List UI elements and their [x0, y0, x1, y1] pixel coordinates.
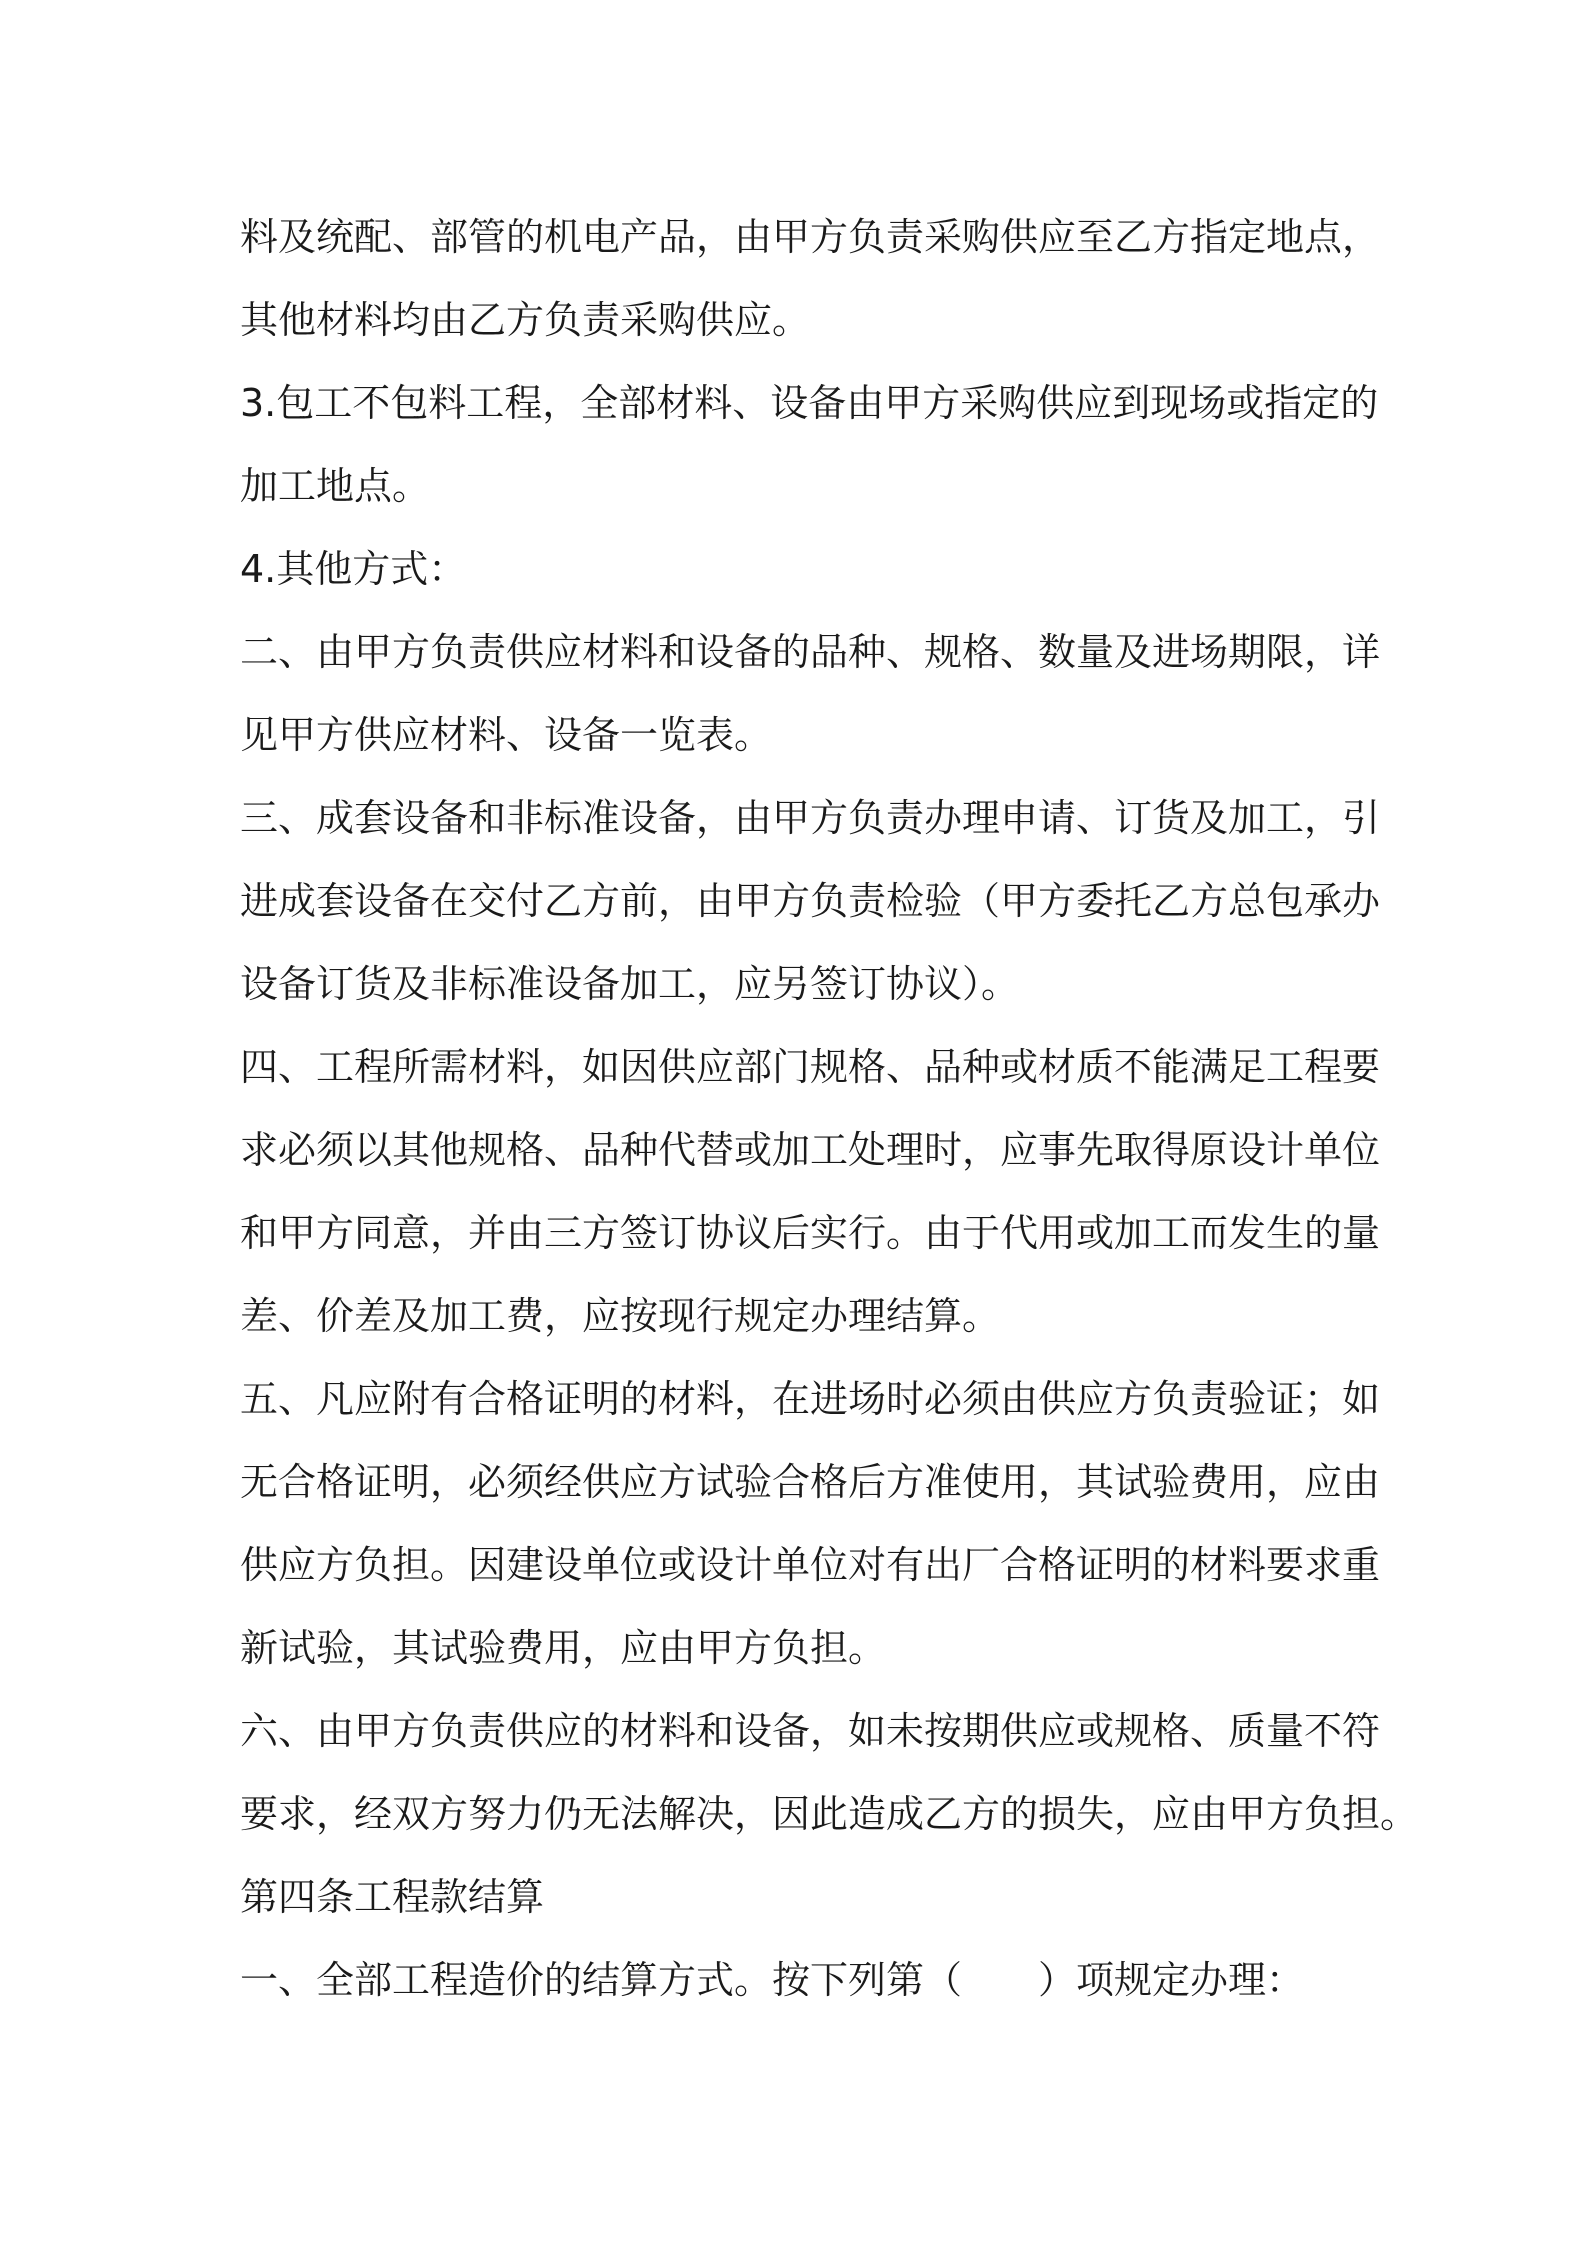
text-line: 进成套设备在交付乙方前，由甲方负责检验（甲方委托乙方总包承办 — [240, 879, 1381, 923]
text-line: 其他材料均由乙方负责采购供应。 — [240, 298, 811, 342]
text-line: 二、由甲方负责供应材料和设备的品种、规格、数量及进场期限，详 — [240, 630, 1381, 674]
text-line: 一、全部工程造价的结算方式。按下列第（ ）项规定办理： — [240, 1958, 1305, 2002]
text-line: 4.其他方式： — [240, 547, 467, 591]
text-line: 五、凡应附有合格证明的材料，在进场时必须由供应方负责验证；如 — [240, 1377, 1381, 1421]
text-line: 无合格证明，必须经供应方试验合格后方准使用，其试验费用，应由 — [240, 1460, 1381, 1504]
text-line: 差、价差及加工费，应按现行规定办理结算。 — [240, 1294, 1001, 1338]
document-body — [240, 196, 1419, 2022]
text-line: 四、工程所需材料，如因供应部门规格、品种或材质不能满足工程要 — [240, 1045, 1381, 1089]
text-line: 3.包工不包料工程，全部材料、设备由甲方采购供应到现场或指定的 — [240, 381, 1379, 425]
text-line: 三、成套设备和非标准设备，由甲方负责办理申请、订货及加工，引 — [240, 796, 1381, 840]
text-line: 要求，经双方努力仍无法解决，因此造成乙方的损失，应由甲方负担。 — [240, 1792, 1419, 1836]
section-heading: 第四条工程款结算 — [240, 1875, 545, 1919]
text-line: 新试验，其试验费用，应由甲方负担。 — [240, 1626, 887, 1670]
text-line: 供应方负担。因建设单位或设计单位对有出厂合格证明的材料要求重 — [240, 1543, 1381, 1587]
text-line: 见甲方供应材料、设备一览表。 — [240, 713, 773, 757]
text-line: 求必须以其他规格、品种代替或加工处理时，应事先取得原设计单位 — [240, 1128, 1381, 1172]
text-line: 加工地点。 — [240, 464, 431, 508]
text-line: 设备订货及非标准设备加工，应另签订协议）。 — [240, 962, 1020, 1006]
text-line: 六、由甲方负责供应的材料和设备，如未按期供应或规格、质量不符 — [240, 1709, 1381, 1753]
text-line: 料及统配、部管的机电产品，由甲方负责采购供应至乙方指定地点， — [240, 215, 1381, 259]
text-line: 和甲方同意，并由三方签订协议后实行。由于代用或加工而发生的量 — [240, 1211, 1381, 1255]
